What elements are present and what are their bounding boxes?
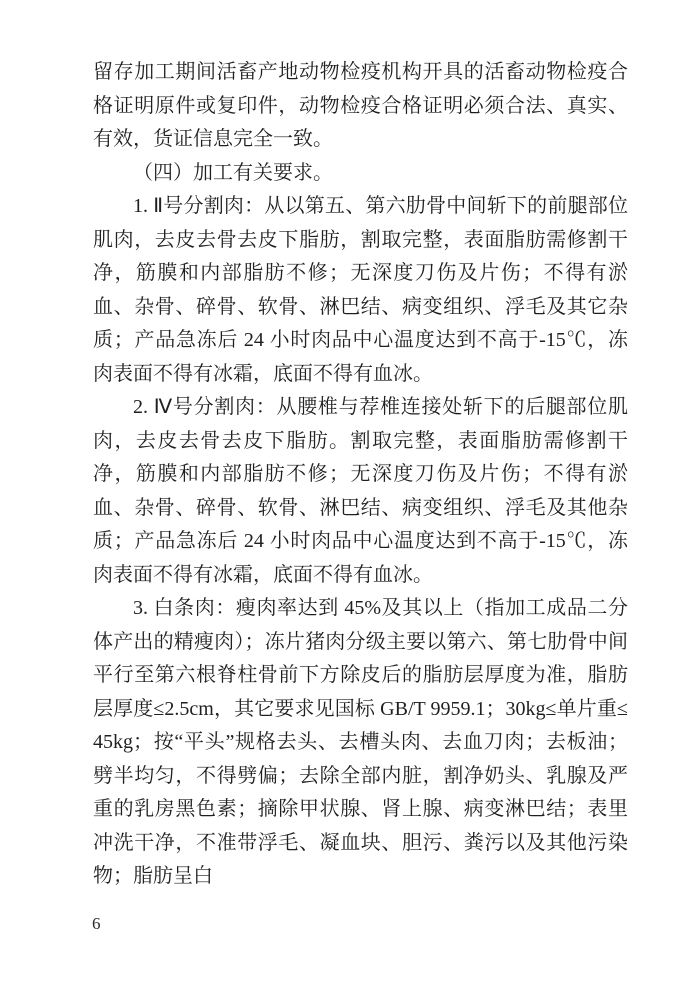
numbered-item-1: 1. Ⅱ号分割肉：从以第五、第六肋骨中间斩下的前腿部位肌肉，去皮去骨去皮下脂肪，割取完整，表面脂肪需修割干净，筋膜和内部脂肪不修；无深度刀伤及片伤；不得有淤血、杂骨、碎骨、软骨、淋巴结、病变组织、浮毛及其它杂质；产品急冻后 24 小时肉品中心温度达到不高于-15℃，冻肉表面不得有冰霜，底面不得有血冰。 [93,195,628,385]
numbered-item-2: 2. Ⅳ号分割肉：从腰椎与荐椎连接处斩下的后腿部位肌肉，去皮去骨去皮下脂肪。割取完整，表面脂肪需修割干净，筋膜和内部脂肪不修；无深度刀伤及片伤；不得有淤血、杂骨、碎骨、软骨、淋巴结、病变组织、浮毛及其他杂质；产品急冻后 24 小时肉品中心温度达到不高于-15℃，冻肉表面不得有冰霜，底面不得有血冰。 [93,396,628,586]
document-body [93,56,628,894]
section-heading: （四）加工有关要求。 [133,161,333,184]
paragraph-continuation: 留存加工期间活畜产地动物检疫机构开具的活畜动物检疫合格证明原件或复印件，动物检疫合格证明必须合法、真实、有效，货证信息完全一致。 [93,61,628,150]
numbered-item-3: 3. 白条肉：瘦肉率达到 45%及其以上（指加工成品二分体产出的精瘦肉）；冻片猪肉分级主要以第六、第七肋骨中间平行至第六根脊柱骨前下方除皮后的脂肪层厚度为准，脂肪层厚度≤2.5cm，其它要求见国标 GB/T 9959.1；30kg≤单片重≤45kg；按“平头”规格去头、去槽头肉、去血刀肉；去板油；劈半均匀，不得劈偏；去除全部内脏，割净奶头、乳腺及严重的乳房黑色素；摘除甲状腺、肾上腺、病变淋巴结；表里冲洗干净，不准带浮毛、凝血块、胆污、粪污以及其他污染物；脂肪呈白 [93,597,628,887]
page-number: 6 [92,914,101,933]
